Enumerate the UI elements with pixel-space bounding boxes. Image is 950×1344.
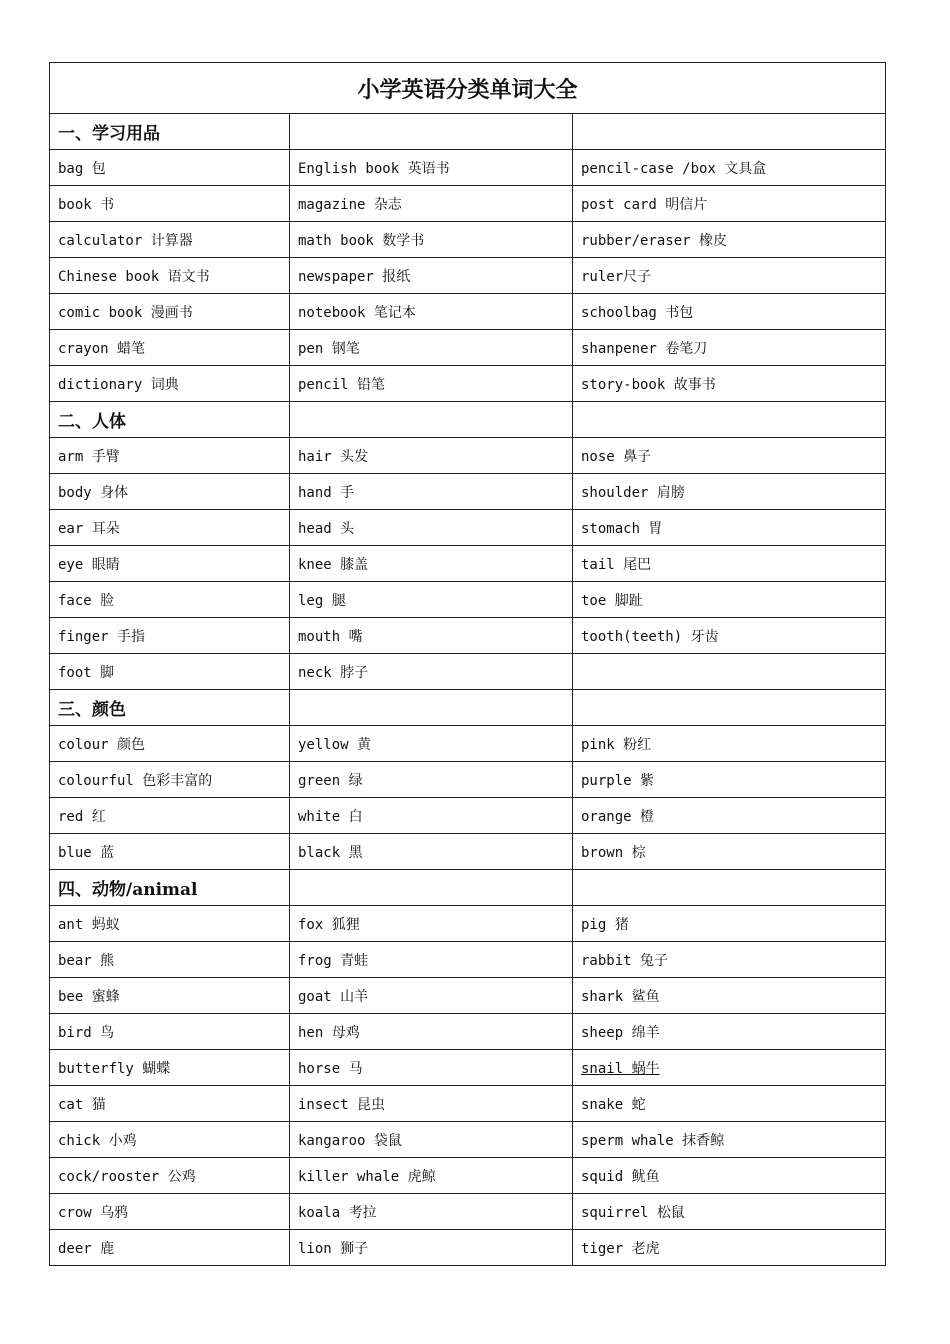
word-cell: newspaper 报纸 bbox=[290, 258, 573, 294]
word-cell: brown 棕 bbox=[573, 834, 886, 870]
empty-cell bbox=[573, 402, 886, 438]
word-cell: hen 母鸡 bbox=[290, 1014, 573, 1050]
vocabulary-sheet bbox=[49, 62, 885, 1266]
word-cell: sheep 绵羊 bbox=[573, 1014, 886, 1050]
section-header-row bbox=[50, 870, 886, 906]
word-cell: green 绿 bbox=[290, 762, 573, 798]
table-row bbox=[50, 1086, 886, 1122]
empty-cell bbox=[573, 690, 886, 726]
word-cell: schoolbag 书包 bbox=[573, 294, 886, 330]
word-cell: red 红 bbox=[50, 798, 290, 834]
word-cell: bag 包 bbox=[50, 150, 290, 186]
table-row bbox=[50, 1014, 886, 1050]
word-cell: colour 颜色 bbox=[50, 726, 290, 762]
word-cell: white 白 bbox=[290, 798, 573, 834]
word-cell: squirrel 松鼠 bbox=[573, 1194, 886, 1230]
table-row bbox=[50, 186, 886, 222]
table-row bbox=[50, 582, 886, 618]
word-cell: eye 眼睛 bbox=[50, 546, 290, 582]
word-cell: koala 考拉 bbox=[290, 1194, 573, 1230]
word-cell: orange 橙 bbox=[573, 798, 886, 834]
table-row bbox=[50, 1194, 886, 1230]
table-row bbox=[50, 906, 886, 942]
word-cell: toe 脚趾 bbox=[573, 582, 886, 618]
word-cell: ear 耳朵 bbox=[50, 510, 290, 546]
word-cell: shoulder 肩膀 bbox=[573, 474, 886, 510]
table-row bbox=[50, 1050, 886, 1086]
word-cell: notebook 笔记本 bbox=[290, 294, 573, 330]
table-row bbox=[50, 834, 886, 870]
empty-cell bbox=[290, 402, 573, 438]
table-row bbox=[50, 1230, 886, 1266]
word-cell: frog 青蛙 bbox=[290, 942, 573, 978]
word-cell: cock/rooster 公鸡 bbox=[50, 1158, 290, 1194]
word-cell: butterfly 蝴蝶 bbox=[50, 1050, 290, 1086]
table-row bbox=[50, 1122, 886, 1158]
empty-cell bbox=[573, 870, 886, 906]
word-cell: bee 蜜蜂 bbox=[50, 978, 290, 1014]
section-heading: 二、人体 bbox=[50, 402, 290, 438]
word-cell: squid 鱿鱼 bbox=[573, 1158, 886, 1194]
word-cell: knee 膝盖 bbox=[290, 546, 573, 582]
word-cell: goat 山羊 bbox=[290, 978, 573, 1014]
section-header-row bbox=[50, 690, 886, 726]
table-row bbox=[50, 762, 886, 798]
word-cell: pencil-case /box 文具盒 bbox=[573, 150, 886, 186]
empty-cell bbox=[290, 870, 573, 906]
word-cell: face 脸 bbox=[50, 582, 290, 618]
word-cell: nose 鼻子 bbox=[573, 438, 886, 474]
table-row bbox=[50, 366, 886, 402]
word-cell: kangaroo 袋鼠 bbox=[290, 1122, 573, 1158]
word-cell: foot 脚 bbox=[50, 654, 290, 690]
word-cell: bear 熊 bbox=[50, 942, 290, 978]
vocabulary-table bbox=[49, 62, 886, 1266]
word-cell: pen 钢笔 bbox=[290, 330, 573, 366]
section-heading: 三、颜色 bbox=[50, 690, 290, 726]
word-cell: bird 鸟 bbox=[50, 1014, 290, 1050]
table-row bbox=[50, 618, 886, 654]
word-cell: book 书 bbox=[50, 186, 290, 222]
table-row bbox=[50, 222, 886, 258]
table-row bbox=[50, 258, 886, 294]
word-cell: pencil 铅笔 bbox=[290, 366, 573, 402]
table-row bbox=[50, 474, 886, 510]
word-cell: finger 手指 bbox=[50, 618, 290, 654]
word-cell: lion 狮子 bbox=[290, 1230, 573, 1266]
word-cell: blue 蓝 bbox=[50, 834, 290, 870]
word-cell: math book 数学书 bbox=[290, 222, 573, 258]
word-cell: shark 鲨鱼 bbox=[573, 978, 886, 1014]
word-cell: tooth(teeth) 牙齿 bbox=[573, 618, 886, 654]
empty-cell bbox=[290, 114, 573, 150]
table-row bbox=[50, 294, 886, 330]
word-cell: insect 昆虫 bbox=[290, 1086, 573, 1122]
word-cell: tiger 老虎 bbox=[573, 1230, 886, 1266]
word-cell: killer whale 虎鲸 bbox=[290, 1158, 573, 1194]
word-cell: snail 蜗牛 bbox=[573, 1050, 886, 1086]
section-header-row bbox=[50, 402, 886, 438]
word-cell: chick 小鸡 bbox=[50, 1122, 290, 1158]
title-row bbox=[50, 63, 886, 114]
word-cell: English book 英语书 bbox=[290, 150, 573, 186]
word-cell: snake 蛇 bbox=[573, 1086, 886, 1122]
word-cell: mouth 嘴 bbox=[290, 618, 573, 654]
word-cell: stomach 胃 bbox=[573, 510, 886, 546]
table-row bbox=[50, 1158, 886, 1194]
word-cell: calculator 计算器 bbox=[50, 222, 290, 258]
word-cell: pink 粉红 bbox=[573, 726, 886, 762]
page-title: 小学英语分类单词大全 bbox=[50, 63, 886, 114]
table-row bbox=[50, 330, 886, 366]
word-cell: body 身体 bbox=[50, 474, 290, 510]
word-cell: colourful 色彩丰富的 bbox=[50, 762, 290, 798]
table-row bbox=[50, 546, 886, 582]
word-cell: sperm whale 抹香鲸 bbox=[573, 1122, 886, 1158]
word-cell: horse 马 bbox=[290, 1050, 573, 1086]
word-cell: Chinese book 语文书 bbox=[50, 258, 290, 294]
word-cell: hair 头发 bbox=[290, 438, 573, 474]
table-row bbox=[50, 798, 886, 834]
word-cell: dictionary 词典 bbox=[50, 366, 290, 402]
section-header-row bbox=[50, 114, 886, 150]
word-cell: head 头 bbox=[290, 510, 573, 546]
table-row bbox=[50, 510, 886, 546]
word-cell bbox=[573, 654, 886, 690]
word-cell: post card 明信片 bbox=[573, 186, 886, 222]
word-cell: comic book 漫画书 bbox=[50, 294, 290, 330]
section-heading: 一、学习用品 bbox=[50, 114, 290, 150]
word-cell: purple 紫 bbox=[573, 762, 886, 798]
table-row bbox=[50, 654, 886, 690]
table-row bbox=[50, 942, 886, 978]
word-cell: deer 鹿 bbox=[50, 1230, 290, 1266]
word-cell: pig 猪 bbox=[573, 906, 886, 942]
empty-cell bbox=[573, 114, 886, 150]
word-cell: arm 手臂 bbox=[50, 438, 290, 474]
word-cell: leg 腿 bbox=[290, 582, 573, 618]
word-cell: black 黑 bbox=[290, 834, 573, 870]
table-row bbox=[50, 726, 886, 762]
table-row bbox=[50, 438, 886, 474]
table-row bbox=[50, 978, 886, 1014]
word-cell: ruler尺子 bbox=[573, 258, 886, 294]
word-cell: story-book 故事书 bbox=[573, 366, 886, 402]
word-cell: neck 脖子 bbox=[290, 654, 573, 690]
empty-cell bbox=[290, 690, 573, 726]
word-cell: hand 手 bbox=[290, 474, 573, 510]
word-cell: rabbit 兔子 bbox=[573, 942, 886, 978]
word-cell: ant 蚂蚁 bbox=[50, 906, 290, 942]
word-cell: crayon 蜡笔 bbox=[50, 330, 290, 366]
word-cell: cat 猫 bbox=[50, 1086, 290, 1122]
section-heading: 四、动物/animal bbox=[50, 870, 290, 906]
word-cell: magazine 杂志 bbox=[290, 186, 573, 222]
word-cell: fox 狐狸 bbox=[290, 906, 573, 942]
table-row bbox=[50, 150, 886, 186]
word-cell: tail 尾巴 bbox=[573, 546, 886, 582]
word-cell: shanpener 卷笔刀 bbox=[573, 330, 886, 366]
word-cell: rubber/eraser 橡皮 bbox=[573, 222, 886, 258]
word-cell: yellow 黄 bbox=[290, 726, 573, 762]
word-cell: crow 乌鸦 bbox=[50, 1194, 290, 1230]
